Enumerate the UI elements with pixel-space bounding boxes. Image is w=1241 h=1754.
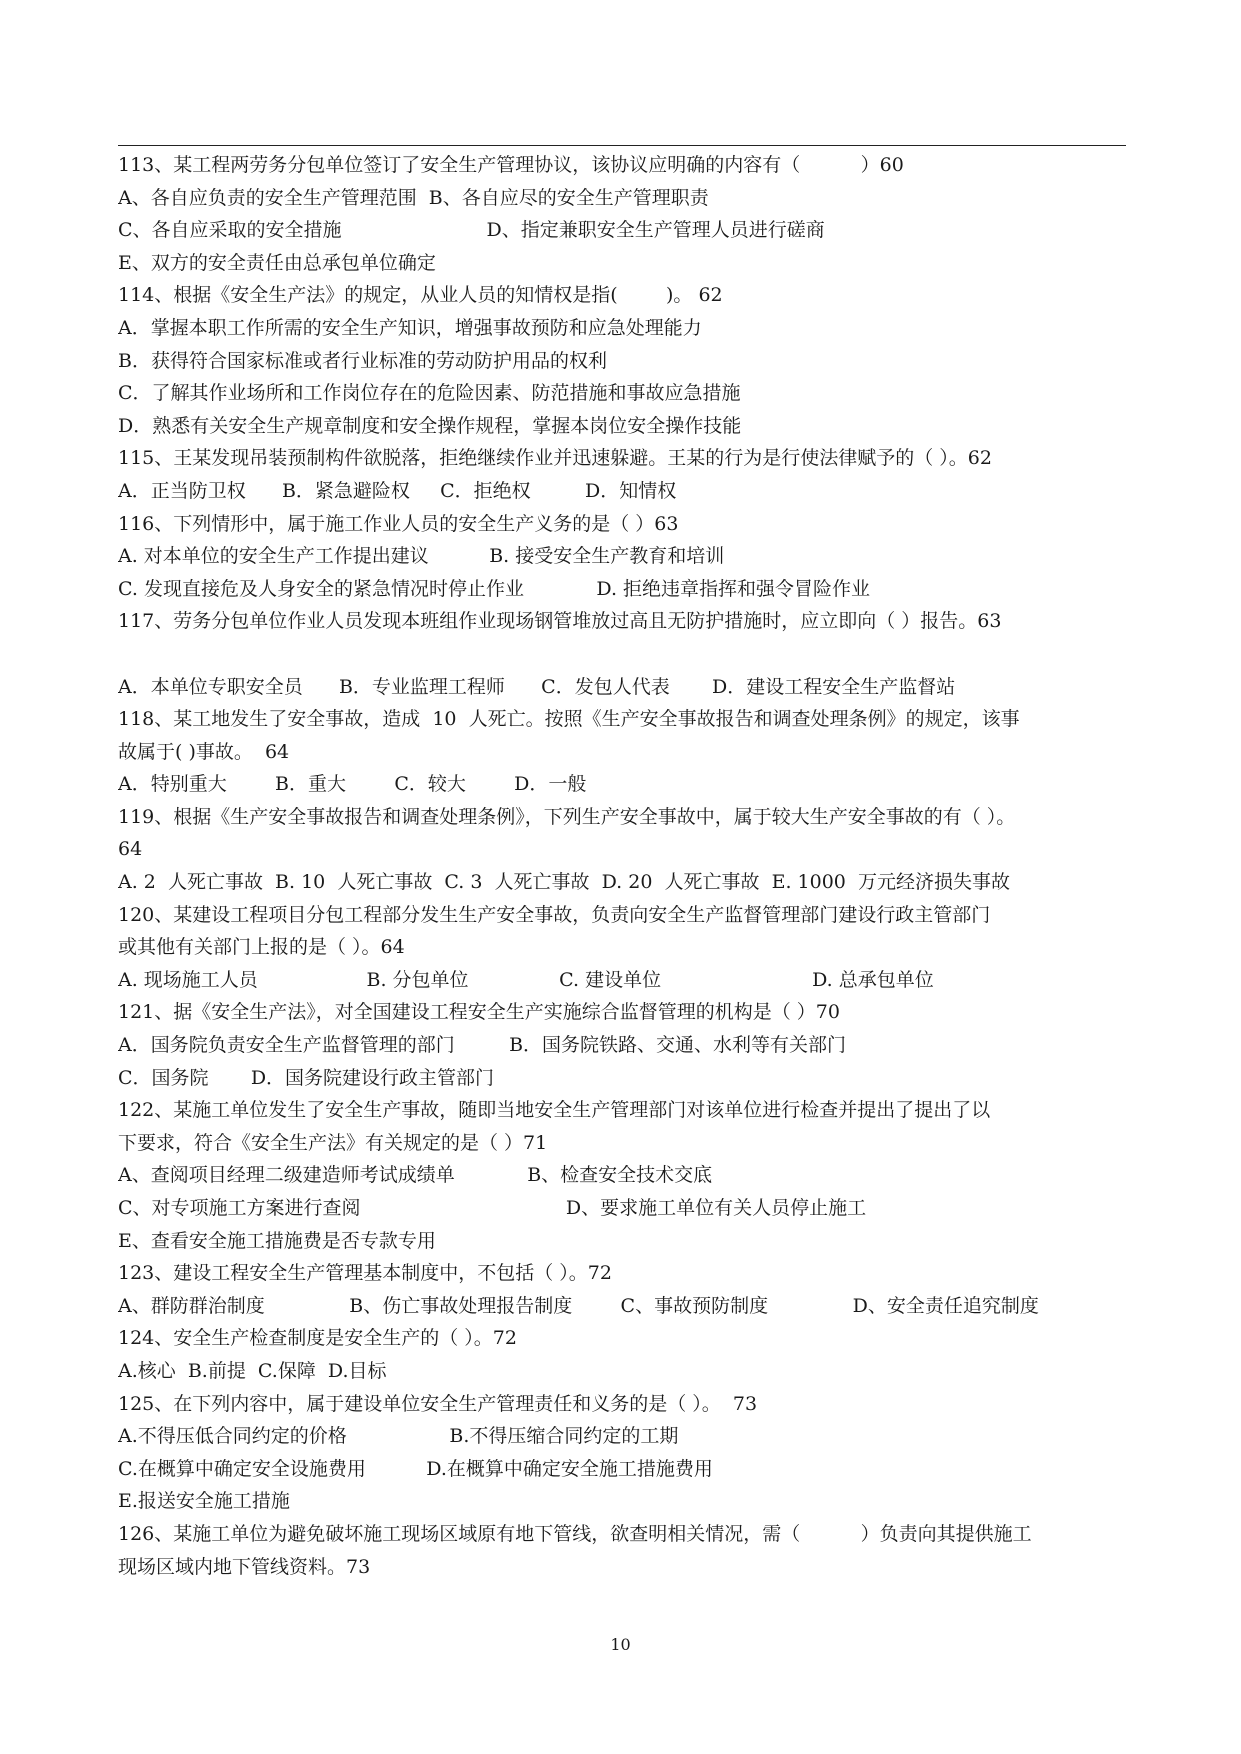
text-line: 120、某建设工程项目分包工程部分发生生产安全事故，负责向安全生产监督管理部门建设行政主管部门: [118, 903, 991, 926]
text-line: 115、王某发现吊装预制构件欲脱落，拒绝继续作业并迅速躲避。王某的行为是行使法律赋予的（ ）。62: [118, 447, 992, 470]
text-line: 125、在下列内容中，属于建设单位安全生产管理责任和义务的是（ ）。 73: [118, 1392, 758, 1415]
text-line: 113、某工程两劳务分包单位签订了安全生产管理协议，该协议应明确的内容有（ ）60: [118, 154, 904, 176]
text-line: C．了解其作业场所和工作岗位存在的危险因素、防范措施和事故应急措施: [118, 382, 741, 405]
text-line: 118、某工地发生了安全事故，造成 10 人死亡。按照《生产安全事故报告和调查处理条例》的规定，该事: [118, 708, 1020, 731]
text-line: 124、安全生产检查制度是安全生产的（ ）。72: [118, 1327, 517, 1350]
text-line: 116、下列情形中，属于施工作业人员的安全生产义务的是（ ）63: [118, 512, 679, 535]
text-line: E、查看安全施工措施费是否专款专用: [118, 1229, 436, 1252]
text-line: B．获得符合国家标准或者行业标准的劳动防护用品的权利: [118, 349, 607, 372]
text-line: 126、某施工单位为避免破坏施工现场区域原有地下管线，欲查明相关情况，需（ ）负责向其提供施工: [118, 1522, 1032, 1545]
text-line: 122、某施工单位发生了安全生产事故，随即当地安全生产管理部门对该单位进行检查并提出了提出了以: [118, 1099, 991, 1122]
text-line: A．国务院负责安全生产监督管理的部门 B．国务院铁路、交通、水利等有关部门: [118, 1034, 847, 1057]
text-line: A.核心 B.前提 C.保障 D.目标: [118, 1359, 387, 1382]
text-line: 114、根据《安全生产法》的规定，从业人员的知情权是指( )。 62: [118, 284, 723, 307]
text-line: C．国务院 D．国务院建设行政主管部门: [118, 1066, 495, 1089]
text-line: 123、建设工程安全生产管理基本制度中，不包括（ ）。72: [118, 1262, 612, 1285]
text-line: A．本单位专职安全员 B．专业监理工程师 C．发包人代表 D．建设工程安全生产监督站: [118, 675, 956, 698]
text-line: E、双方的安全责任由总承包单位确定: [118, 251, 436, 274]
text-line: A、各自应负责的安全生产管理范围 B、各自应尽的安全生产管理职责: [118, 186, 709, 209]
text-line: 119、根据《生产安全事故报告和调查处理条例》，下列生产安全事故中，属于较大生产安全事故的有（ ）。: [118, 805, 1016, 828]
text-line: 64: [118, 838, 143, 861]
text-line: A、查阅项目经理二级建造师考试成绩单 B、检查安全技术交底: [118, 1164, 713, 1187]
text-line: D．熟悉有关安全生产规章制度和安全操作规程，掌握本岗位安全操作技能: [118, 414, 742, 437]
page-number: 10: [610, 1635, 631, 1654]
header-rule: [118, 145, 1126, 146]
blank-line: [118, 638, 1128, 671]
text-line: C、各自应采取的安全措施 D、指定兼职安全生产管理人员进行磋商: [118, 219, 825, 242]
text-line: C. 发现直接危及人身安全的紧急情况时停止作业 D. 拒绝违章指挥和强令冒险作业: [118, 577, 871, 600]
text-line: A．掌握本职工作所需的安全生产知识，增强事故预防和应急处理能力: [118, 316, 702, 339]
text-line: C、对专项施工方案进行查阅 D、要求施工单位有关人员停止施工: [118, 1197, 867, 1219]
text-line: 或其他有关部门上报的是（ ）。64: [118, 936, 405, 959]
text-line: 121、据《安全生产法》，对全国建设工程安全生产实施综合监督管理的机构是（ ）70: [118, 1001, 840, 1024]
text-line: A.不得压低合同约定的价格 B.不得压缩合同约定的工期: [118, 1425, 679, 1448]
text-line: 故属于( )事故。 64: [118, 740, 290, 763]
text-line: A. 2 人死亡事故 B. 10 人死亡事故 C. 3 人死亡事故 D. 20 人死亡事故 E. 1000 万元经济损失事故: [118, 871, 1010, 894]
text-line: A、群防群治制度 B、伤亡事故处理报告制度 C、事故预防制度 D、安全责任追究制度: [118, 1294, 1039, 1317]
text-line: A. 现场施工人员 B. 分包单位 C. 建设单位 D. 总承包单位: [118, 968, 934, 991]
text-line: A. 对本单位的安全生产工作提出建议 B. 接受安全生产教育和培训: [118, 545, 725, 568]
text-line: C.在概算中确定安全设施费用 D.在概算中确定安全施工措施费用: [118, 1457, 713, 1480]
text-line: A．正当防卫权 B．紧急避险权 C．拒绝权 D．知情权: [118, 479, 677, 502]
text-line: 下要求，符合《安全生产法》有关规定的是（ ）71: [118, 1131, 548, 1154]
question-list: [118, 149, 1128, 1583]
text-line: A．特别重大 B．重大 C．较大 D．一般: [118, 773, 587, 796]
text-line: E.报送安全施工措施: [118, 1490, 290, 1513]
text-line: 117、劳务分包单位作业人员发现本班组作业现场钢管堆放过高且无防护措施时，应立即向（ ）报告。63: [118, 610, 1002, 633]
text-line: 现场区域内地下管线资料。73: [118, 1555, 371, 1578]
